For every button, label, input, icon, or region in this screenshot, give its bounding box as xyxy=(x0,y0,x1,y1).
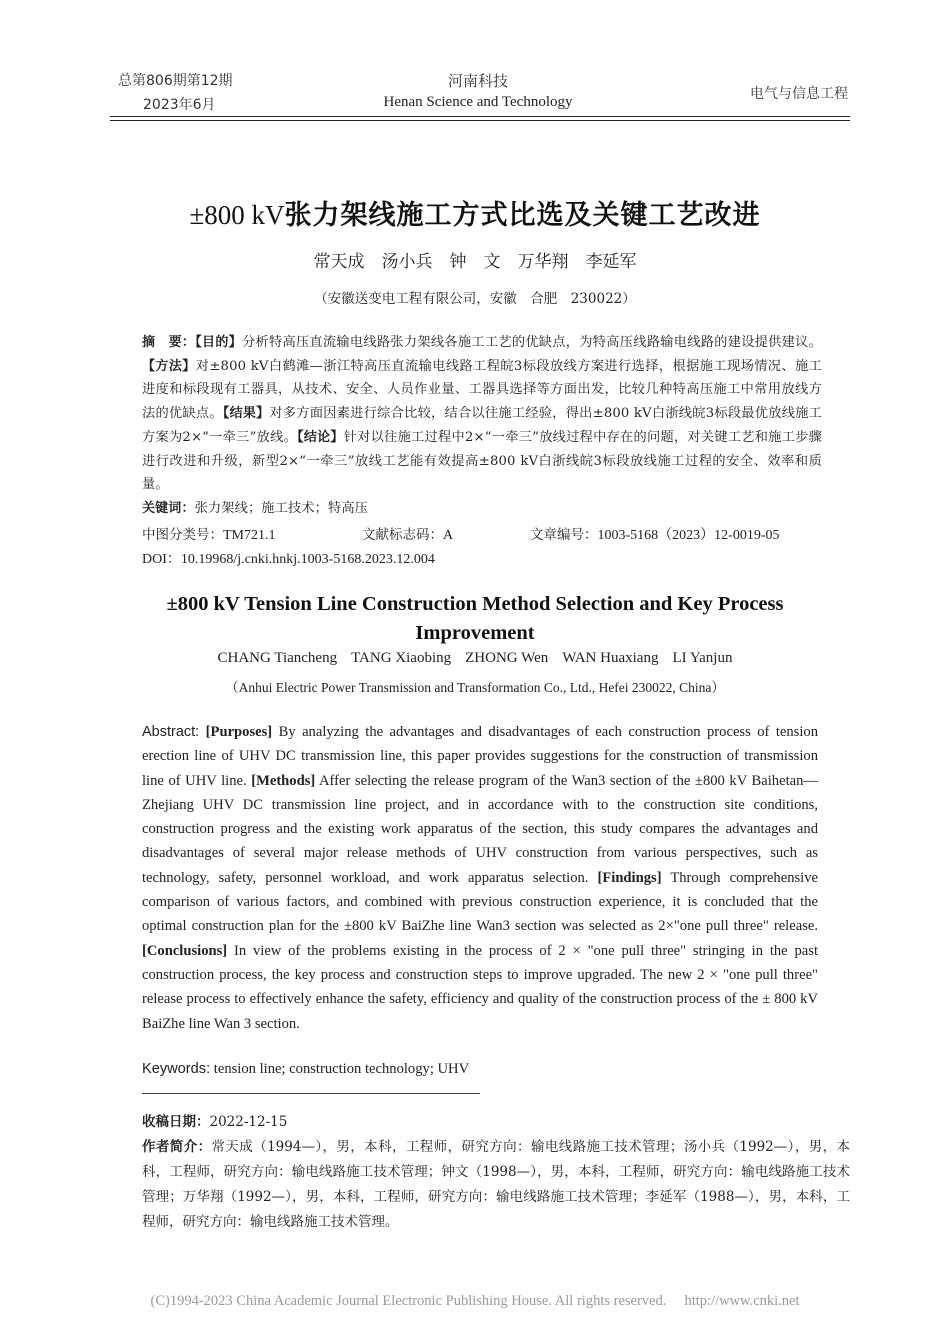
abstract-cn-label: 摘 要： xyxy=(142,335,196,350)
doi xyxy=(142,548,435,568)
header-rule-bottom xyxy=(110,120,850,121)
doc-label: 文献标志码： xyxy=(362,527,443,543)
abstract-en-findings: Through comprehensive comparison of various factors, and combined with previous construction experience, it is concluded that the optimal construction plan for the ±800 kV BaiZhe line Wan3 section was selected as 2×"one pull three" release. xyxy=(142,869,818,935)
received-label: 收稿日期： xyxy=(142,1114,210,1130)
abstract-cn-methods-label: 【方法】 xyxy=(142,358,196,374)
keywords-cn: 张力架线；施工技术；特高压 xyxy=(194,500,368,516)
clc-label: 中图分类号： xyxy=(142,527,223,543)
title-cn-text: 张力架线施工方式比选及关键工艺改进 xyxy=(284,200,761,231)
author-en: ZHONG Wen xyxy=(465,650,549,666)
title-cn xyxy=(0,193,950,232)
header-journal-cn: 河南科技 xyxy=(447,72,508,90)
abstract-en-purposes-label: [Purposes] xyxy=(205,724,273,740)
doc-value: A xyxy=(443,528,454,543)
abstract-en-methods: Affer selecting the release program of the Wan3 section of the ±800 kV Baihetan—Zhejiang UHV DC transmission line project, and in accordance with to the construction site conditions, construction progress and the existing work apparatus of the section, this study compares the advantages and disadvantages of several major release methods of UHV construction from various perspectives, such as technology, safety, personnel workload, and work apparatus selection. xyxy=(142,772,818,886)
abstract-cn xyxy=(142,331,822,521)
header-rule-top xyxy=(110,116,850,117)
abstract-en-methods-label: [Methods] xyxy=(251,772,316,789)
title-cn-voltage: ±800 kV xyxy=(189,200,285,230)
author-bio: 常天成（1994—），男，本科，工程师，研究方向：输电线路施工技术管理；汤小兵（1992—），男，本科，工程师，研究方向：输电线路施工技术管理；钟文（1998—），男，本科，工程师，研究方向：输电线路施工技术管理；万华翔（1992—），男，本科，工程师，研究方向：输电线路施工技术管理；李延军（1988—），男，本科，工程师，研究方向：输电线路施工技术管理。 xyxy=(142,1139,851,1230)
bio-label: 作者简介： xyxy=(142,1139,212,1155)
clc-value: TM721.1 xyxy=(223,528,276,543)
copyright-notice: (C)1994-2023 China Academic Journal Electronic Publishing House. All rights reserved. http://www.cnki.net xyxy=(150,1293,800,1309)
clc-number xyxy=(142,523,276,544)
author-en: CHANG Tiancheng xyxy=(217,650,338,666)
abstract-cn-methods: 对±800 kV白鹤滩—浙江特高压直流输电线路工程皖3标段放线方案进行选择，根据施工现场情况、施工进度和标段现有工器具，从技术、安全、人员作业量、工器具选择等方面出发，比较几种特高压施工中常用放线方法的优缺点。 xyxy=(142,358,822,422)
abstract-en-findings-label: [Findings] xyxy=(597,869,662,886)
abstract-en-conclusions-label: [Conclusions] xyxy=(142,942,228,959)
abstract-cn-purpose-label: 【目的】 xyxy=(195,335,242,350)
abstract-en xyxy=(142,720,818,1036)
abstract-en-label: Abstract: xyxy=(142,724,200,740)
keywords-en-value: tension line; construction technology; UHV xyxy=(210,1061,470,1077)
keywords-cn-label: 关键词： xyxy=(142,500,195,516)
footnote xyxy=(142,1110,850,1235)
article-value: 1003-5168（2023）12-0019-05 xyxy=(597,528,780,543)
authors-cn: 常天成 汤小兵 钟 文 万华翔 李延军 xyxy=(313,252,637,272)
authors-en xyxy=(0,650,950,667)
author-en: TANG Xiaobing xyxy=(351,650,452,666)
affiliation-cn: （安徽送变电工程有限公司，安徽 合肥 230022） xyxy=(314,291,636,307)
footnote-rule xyxy=(142,1093,480,1094)
keywords-en-label: Keywords: xyxy=(142,1061,211,1077)
abstract-cn-findings: 对多方面因素进行综合比较，结合以往施工经验，得出±800 kV白浙线皖3标段最优放线施工方案为2×“一牵三”放线。 xyxy=(142,406,822,445)
header-issue: 总第806期第12期 xyxy=(118,73,233,89)
received-date: 2022-12-15 xyxy=(209,1114,288,1130)
article-label: 文章编号： xyxy=(530,527,598,543)
header-section: 电气与信息工程 xyxy=(750,86,848,102)
author-en: LI Yanjun xyxy=(672,650,733,666)
abstract-cn-conclusions: 针对以往施工过程中2×“一牵三”放线过程中存在的问题，对关键工艺和施工步骤进行改进和升级，新型2×“一牵三”放线工艺能有效提高±800 kV白浙线皖3标段放线施工过程的安全、效率和质量。 xyxy=(142,429,822,493)
header-date: 2023年6月 xyxy=(143,97,216,113)
abstract-en-purposes: By analyzing the advantages and disadvantages of each construction process of tension erection line of UHV DC transmission line, this paper provides suggestions for the construction of transmission line of UHV line. xyxy=(142,724,818,789)
header-journal-en: Henan Science and Technology xyxy=(383,94,573,110)
article-number xyxy=(530,523,780,544)
document-code xyxy=(362,523,453,544)
abstract-cn-conclusions-label: 【结论】 xyxy=(297,429,344,445)
keywords-en xyxy=(142,1061,469,1078)
abstract-en-conclusions: In view of the problems existing in the process of 2 × "one pull three" stringing in the past construction process, the key process and construction steps to improve upgraded. The new 2 × "one pull three" release process to effectively enhance the safety, efficiency and quality of the construction process of the ± 800 kV BaiZhe line Wan 3 section. xyxy=(142,942,818,1032)
title-en: ±800 kV Tension Line Construction Method Selection and Key Process Improvement xyxy=(166,593,784,644)
doi-value: DOI：10.19968/j.cnki.hnkj.1003-5168.2023.12.004 xyxy=(142,552,435,567)
abstract-cn-findings-label: 【结果】 xyxy=(222,406,270,422)
abstract-cn-purpose: 分析特高压直流输电线路张力架线各施工工艺的优缺点，为特高压线路输电线路的建设提供建议。 xyxy=(241,335,823,350)
affiliation-en: （Anhui Electric Power Transmission and Transformation Co., Ltd., Hefei 230022, China） xyxy=(225,680,725,695)
author-en: WAN Huaxiang xyxy=(562,650,659,666)
